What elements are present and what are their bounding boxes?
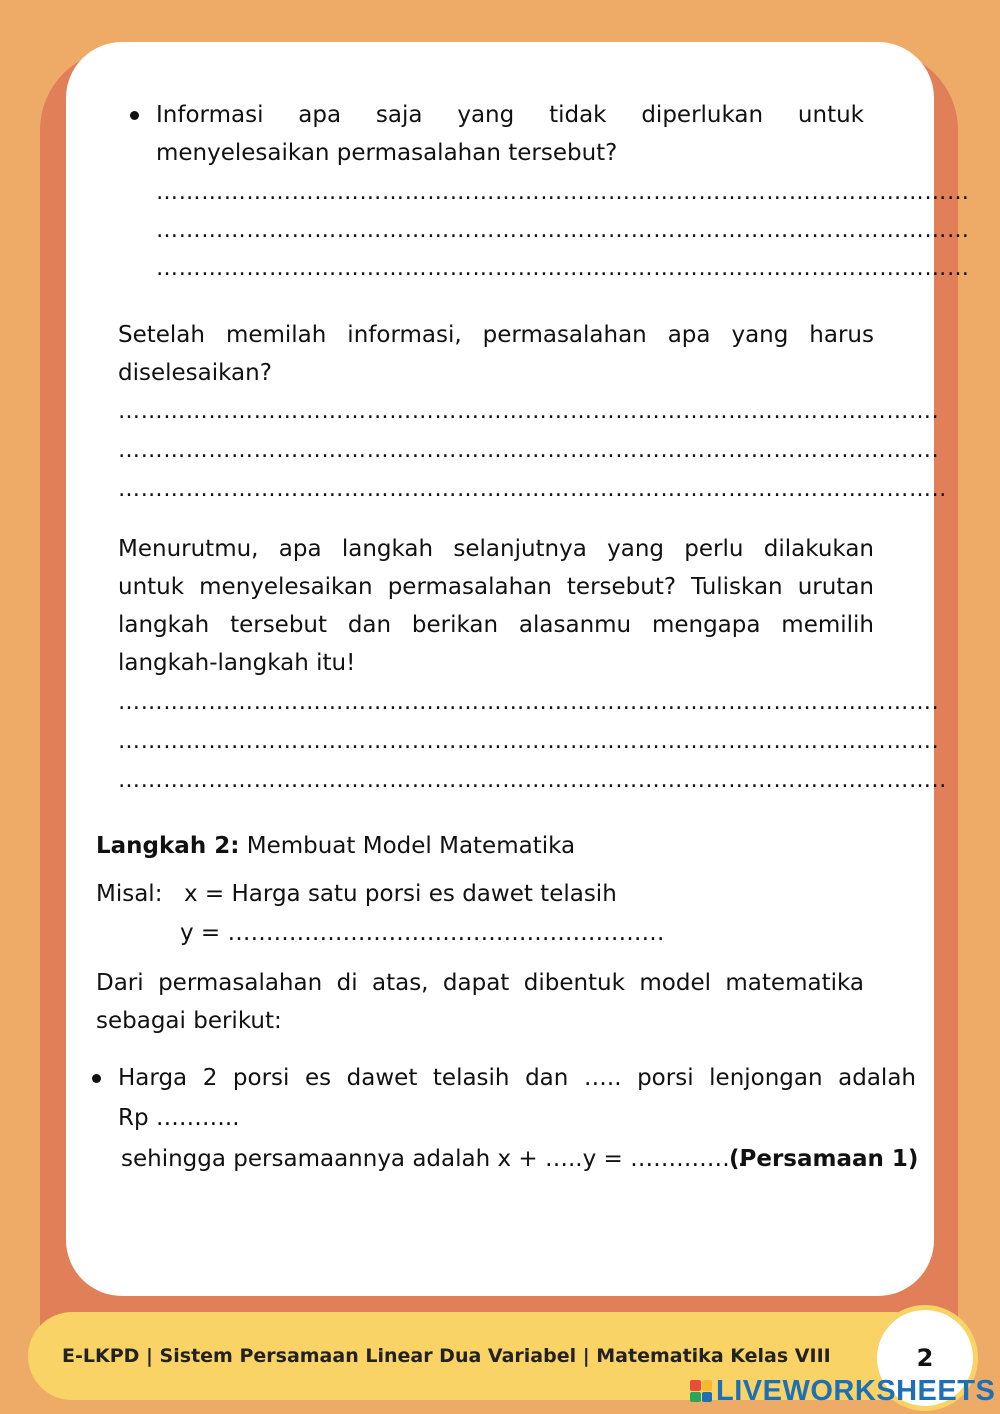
bullet-dot — [130, 111, 139, 120]
equation-1-blank[interactable]: sehingga persamaannya adalah x + …..y = …………… — [121, 1146, 746, 1172]
answer-line[interactable]: ………………………………………………………………………………………………. — [118, 690, 940, 715]
question-3-line-3: langkah tersebut dan berikan alasanmu mengapa memilih — [118, 612, 874, 638]
question-3-line-1: Menurutmu, apa langkah selanjutnya yang perlu dilakukan — [118, 536, 874, 562]
question-2-line-2: diselesaikan? — [118, 360, 272, 386]
model-intro-line-1: Dari permasalahan di atas, dapat dibentuk model matematika — [96, 970, 864, 996]
watermark-text: LIVEWORKSHEETS — [716, 1375, 996, 1407]
answer-line[interactable]: ……………………………………………………………………………………………….. — [118, 477, 947, 502]
question-1-line-1: Informasi apa saja yang tidak diperlukan untuk — [156, 102, 864, 128]
equation-1-prompt-line-1[interactable]: Harga 2 porsi es dawet telasih dan ….. porsi lenjongan adalah — [118, 1065, 916, 1091]
step-2-heading — [96, 827, 575, 865]
step-2-title: Membuat Model Matematika — [239, 833, 576, 859]
answer-line[interactable]: ……………………………………………………………………………………………… — [156, 256, 970, 281]
question-3-line-4: langkah-langkah itu! — [118, 650, 356, 676]
question-3-line-2: untuk menyelesaikan permasalahan tersebut? Tuliskan urutan — [118, 574, 874, 600]
misal-label: Misal: — [96, 881, 163, 907]
answer-line[interactable]: ……………………………………………………………………………………………… — [156, 180, 970, 205]
answer-line[interactable]: ………………………………………………………………………………………………. — [118, 399, 940, 424]
liveworksheets-logo-icon — [690, 1380, 712, 1402]
equation-1-label: (Persamaan 1) — [729, 1146, 919, 1172]
question-2-line-1: Setelah memilah informasi, permasalahan apa yang harus — [118, 322, 874, 348]
answer-line[interactable]: ………………………………………………………………………………………………. — [118, 438, 940, 463]
page-number: 2 — [872, 1305, 978, 1411]
answer-line[interactable]: ……………………………………………………………………………………………… — [156, 218, 970, 243]
y-definition-blank[interactable]: y = ………………………………………………… — [180, 920, 665, 946]
equation-1-prompt-line-2[interactable]: Rp ……….. — [118, 1105, 240, 1131]
liveworksheets-watermark — [690, 1374, 995, 1408]
footer-title: E-LKPD | Sistem Persamaan Linear Dua Variabel | Matematika Kelas VIII — [62, 1345, 831, 1367]
answer-line[interactable]: ………………………………………………………………………………………………. — [118, 729, 940, 754]
x-definition: x = Harga satu porsi es dawet telasih — [184, 881, 617, 907]
question-1-line-2: menyelesaikan permasalahan tersebut? — [156, 140, 618, 166]
bullet-dot — [92, 1074, 101, 1083]
model-intro-line-2: sebagai berikut: — [96, 1008, 282, 1034]
step-2-label: Langkah 2: — [96, 833, 240, 859]
answer-line[interactable]: ……………………………………………………………………………………………….. — [118, 768, 947, 793]
